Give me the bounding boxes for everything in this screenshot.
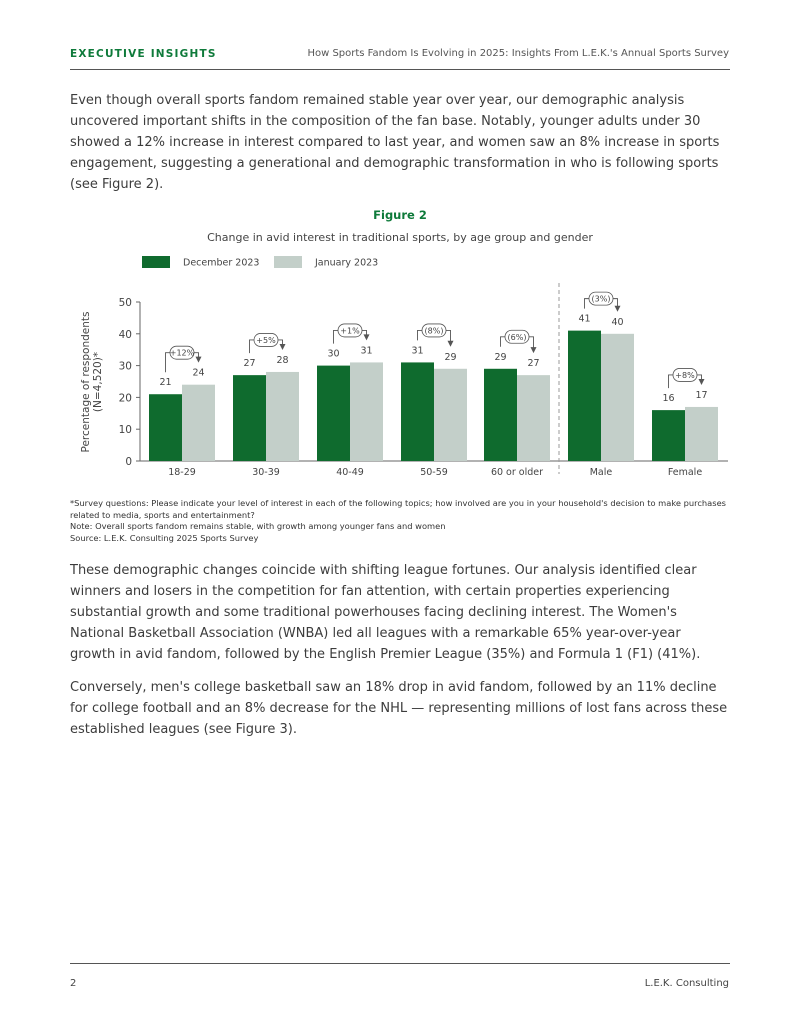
change-label: +8% [675,370,695,380]
bar-value-label: 21 [159,377,172,389]
bar [568,331,601,461]
bar-value-label: 30 [327,348,340,360]
x-tick-label: Female [667,467,703,478]
change-arrow-icon [699,379,705,385]
bar-value-label: 40 [611,316,624,328]
change-arrow-icon [280,344,286,350]
change-label: (3%) [591,294,611,304]
bar [401,362,434,461]
y-axis-title: Percentage of respondents(N=4,520)* [80,311,104,453]
bar-chart [0,248,800,488]
change-arrow-icon [196,357,202,363]
figure-notes [70,498,740,544]
bar [350,362,383,461]
bar [685,407,718,461]
change-arrow-icon [531,347,537,353]
report-title: How Sports Fandom Is Evolving in 2025: Insights From L.E.K.'s Annual Sports Survey [307,48,729,59]
bar-value-label: 29 [444,351,457,363]
change-label: +5% [256,335,276,345]
bar-value-label: 31 [411,345,424,357]
bar [266,372,299,461]
section-label: EXECUTIVE INSIGHTS [70,48,217,60]
bar-value-label: 29 [494,351,507,363]
y-tick-label: 30 [118,360,132,373]
change-arrow-icon [448,341,454,347]
figure-title: Change in avid interest in traditional sports, by age group and gender [207,231,593,244]
bar-value-label: 41 [578,313,591,325]
bar-value-label: 24 [192,367,205,379]
y-tick-label: 50 [118,297,132,309]
change-arrow-icon [364,334,370,340]
legend-label: December 2023 [183,257,260,269]
legend-label: January 2023 [315,257,379,269]
header-divider [70,69,730,70]
change-label: +12% [169,348,195,358]
footer-divider [70,963,730,964]
bar [317,366,350,461]
bar [517,375,550,461]
legend-swatch [142,256,170,268]
legend-swatch [274,256,302,268]
y-tick-label: 10 [118,424,132,437]
bar-value-label: 27 [243,358,256,370]
y-tick-label: 40 [118,328,132,341]
bar-value-label: 17 [695,389,708,401]
x-tick-label: Male [589,467,613,478]
bar [484,369,517,461]
page-number: 2 [70,978,77,989]
chart-source: Source: L.E.K. Consulting 2025 Sports Survey [70,532,259,543]
change-label: (6%) [507,332,527,342]
x-tick-label: 18-29 [168,467,196,478]
bar [652,410,685,461]
survey-footnote: *Survey questions: Please indicate your level of interest in each of the following topics; how involved are you in your household's decision to make purchases related to media, sports and entertainment? [70,498,726,520]
x-tick-label: 40-49 [336,467,364,478]
bar [149,394,182,461]
league-decline-paragraph: Conversely, men's college basketball saw an 18% drop in avid fandom, followed by an 11% decline for college football and an 8% decrease for the NHL — representing millions of lost fans across these established leagues (see Figure 3). [70,680,728,737]
bar-value-label: 28 [276,354,289,366]
chart-note: Note: Overall sports fandom remains stable, with growth among younger fans and women [70,521,446,531]
bar-value-label: 16 [662,393,675,405]
change-arrow-icon [615,306,621,312]
bar-value-label: 31 [360,345,373,357]
x-tick-label: 60 or older [490,467,544,478]
footer-brand: L.E.K. Consulting [644,978,729,989]
bar [601,334,634,461]
y-tick-label: 20 [118,392,132,405]
x-tick-label: 30-39 [252,467,280,478]
intro-paragraph: Even though overall sports fandom remained stable year over year, our demographic analysis uncovered important shifts in the composition of the fan base. Notably, younger adults under 30 showed a 12% increase in interest compared to last year, and women saw an 8% increase in sports engagement, suggesting a generational and demographic transformation in who is following sports (see Figure 2). [70,93,720,192]
bar [233,375,266,461]
figure-label: Figure 2 [373,208,427,222]
y-tick-label: 0 [125,456,132,468]
change-label: (8%) [424,326,444,336]
league-shifts-paragraph: These demographic changes coincide with shifting league fortunes. Our analysis identified clear winners and losers in the competition for fan attention, with certain properties experiencing substantial growth and some traditional powerhouses facing declining interest. The Women's National Basketball Association (WNBA) led all leagues with a remarkable 65% year-over-year growth in avid fandom, followed by the English Premier League (35%) and Formula 1 (F1) (41%). [70,563,701,662]
bar [182,385,215,461]
change-label: +1% [340,326,360,336]
x-tick-label: 50-59 [420,467,448,478]
bar [434,369,467,461]
bar-value-label: 27 [527,358,540,370]
